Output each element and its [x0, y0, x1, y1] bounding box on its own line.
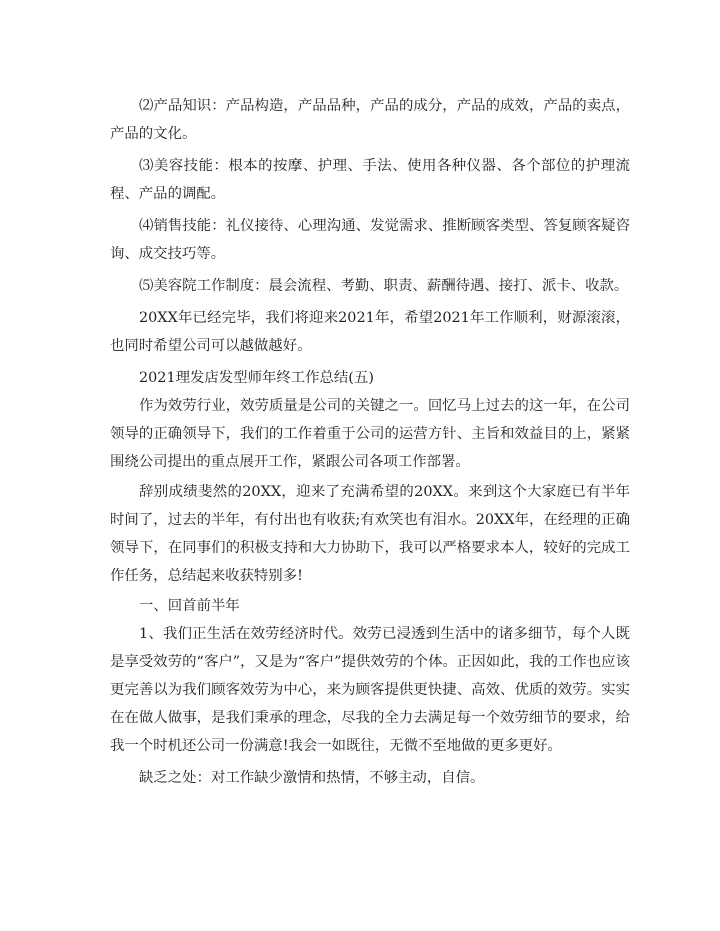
- paragraph-year-wish: 20XX年已经完毕，我们将迎来2021年，希望2021年工作顺利，财源滚滚，也同时希望公司可以越做越好。: [110, 310, 630, 354]
- paragraph-salon-rules: ⑸美容院工作制度：晨会流程、考勤、职责、薪酬待遇、接打、派卡、收款。: [139, 278, 629, 294]
- paragraph-farewell-year: 辞别成绩斐然的20XX，迎来了充满希望的20XX。来到这个大家庭已有半年时间了，过去的半年，有付出也有收获;有欢笑也有泪水。20XX年，在经理的正确领导下，在同事们的积极支持和大力协助下，我可以严格要求本人，较好的完成工作任务，总结起来收获特别多!: [110, 484, 630, 584]
- section-title: 2021理发店发型师年终工作总结(五): [139, 370, 374, 386]
- subsection-title: 一、回首前半年: [139, 598, 240, 614]
- paragraph-beauty-skills: ⑶美容技能：根本的按摩、护理、手法、使用各种仪器、各个部位的护理流程、产品的调配。: [110, 158, 630, 202]
- paragraph-service-industry: 作为效劳行业，效劳质量是公司的关键之一。回忆马上过去的这一年，在公司领导的正确领导下，我们的工作着重于公司的运营方针、主旨和效益目的上，紧紧围绕公司提出的重点展开工作，紧跟公司各项工作部署。: [110, 398, 630, 470]
- document-body: [110, 92, 630, 792]
- paragraph-shortcomings: 缺乏之处：对工作缺少激情和热情，不够主动，自信。: [139, 770, 485, 786]
- paragraph-product-knowledge: ⑵产品知识：产品构造，产品品种，产品的成分，产品的成效，产品的卖点，产品的文化。: [110, 98, 630, 142]
- paragraph-service-economy: 1、我们正生活在效劳经济时代。效劳已浸透到生活中的诸多细节，每个人既是享受效劳的“客户”，又是为“客户”提供效劳的个体。正因如此，我的工作也应该更完善以为我们顾客效劳为中心，来为顾客提供更快捷、高效、优质的效劳。实实在在做人做事，是我们秉承的理念，尽我的全力去满足每一个效劳细节的要求，给我一个时机还公司一份满意!我会一如既往，无微不至地做的更多更好。: [110, 626, 630, 754]
- paragraph-sales-skills: ⑷销售技能：礼仪接待、心理沟通、发觉需求、推断顾客类型、答复顾客疑咨询、成交技巧等。: [110, 218, 630, 262]
